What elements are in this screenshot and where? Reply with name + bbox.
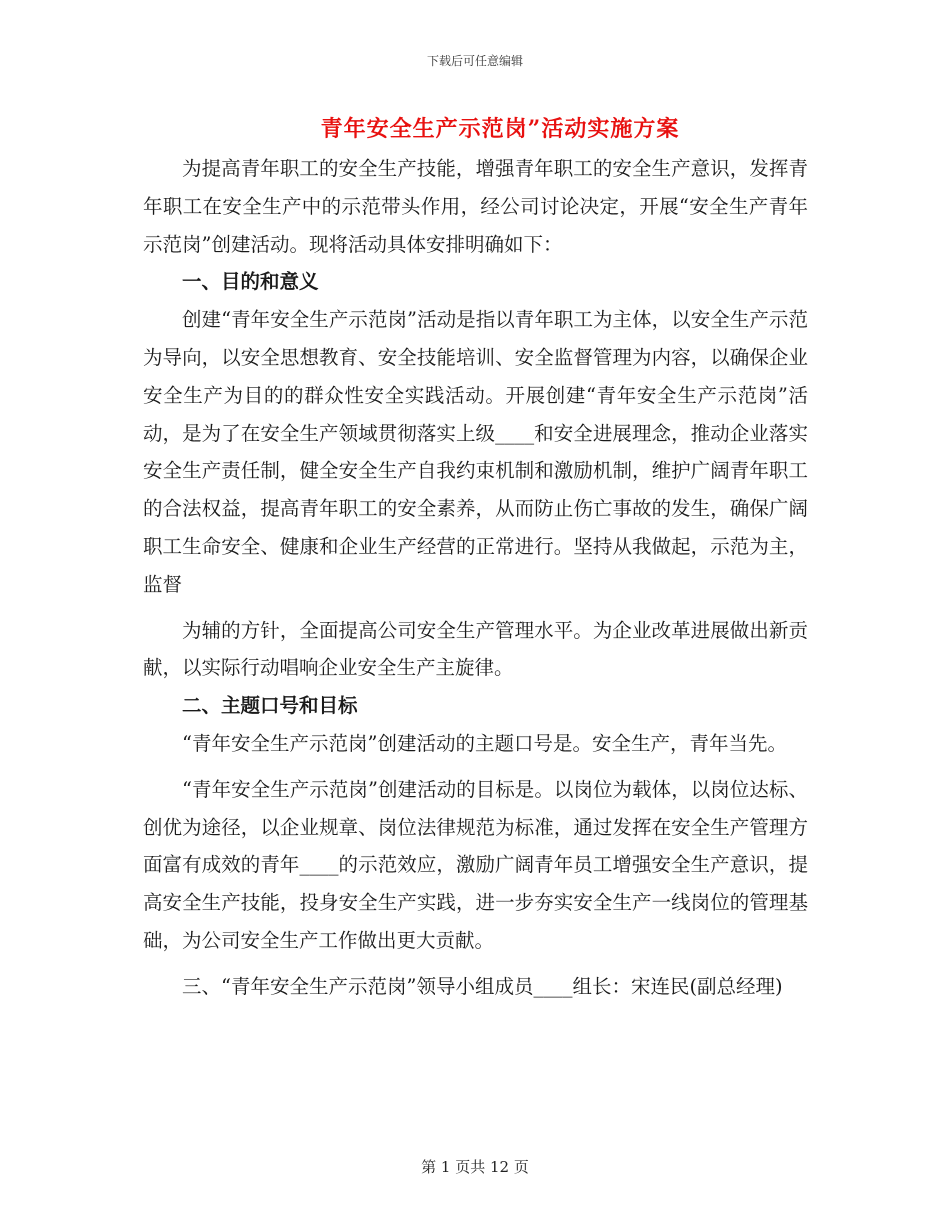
section-2-heading: 二、主题口号和目标 [182,694,358,718]
page-footer: 第 1 页共 12 页 [421,1158,529,1176]
section-1-paragraph-2: 为辅的方针，全面提高公司安全生产管理水平。为企业改革进展做出新贡献，以实际行动唱响企业安全生产主旋律。 [143,618,808,680]
section-2-paragraph-1: “青年安全生产示范岗”创建活动的主题口号是。安全生产，青年当先。 [182,731,787,755]
section-2-paragraph-2: “青年安全生产示范岗”创建活动的目标是。以岗位为载体，以岗位达标、创优为途径，以企业规章、岗位法律规范为标准，通过发挥在安全生产管理方面富有成效的青年____的示范效应，激励广阔青年员工增强安全生产意识，提高安全生产技能，投身安全生产实践，进一步夯实安全生产一线岗位的管理基础，为公司安全生产工作做出更大贡献。 [143,777,808,952]
document-title: 青年安全生产示范岗”活动实施方案 [320,116,680,142]
section-1-paragraph-1: 创建“青年安全生产示范岗”活动是指以青年职工为主体，以安全生产示范为导向，以安全思想教育、安全技能培训、安全监督管理为内容，以确保企业安全生产为目的的群众性安全实践活动。开展创建“青年安全生产示范岗”活动，是为了在安全生产领域贯彻落实上级____和安全进展理念，推动企业落实安全生产责任制，健全安全生产自我约束机制和激励机制，维护广阔青年职工的合法权益，提高青年职工的安全素养，从而防止伤亡事故的发生，确保广阔职工生命安全、健康和企业生产经营的正常进行。坚持从我做起，示范为主，监督 [143,308,808,596]
section-1-heading: 一、目的和意义 [182,270,319,294]
section-3-paragraph: 三、“青年安全生产示范岗”领导小组成员____组长：宋连民(副总经理) [182,974,783,998]
intro-paragraph: 为提高青年职工的安全生产技能，增强青年职工的安全生产意识，发挥青年职工在安全生产中的示范带头作用，经公司讨论决定，开展“安全生产青年示范岗”创建活动。现将活动具体安排明确如下： [143,157,808,256]
header-note: 下载后可任意编辑 [426,54,523,68]
document-body [143,150,808,1006]
